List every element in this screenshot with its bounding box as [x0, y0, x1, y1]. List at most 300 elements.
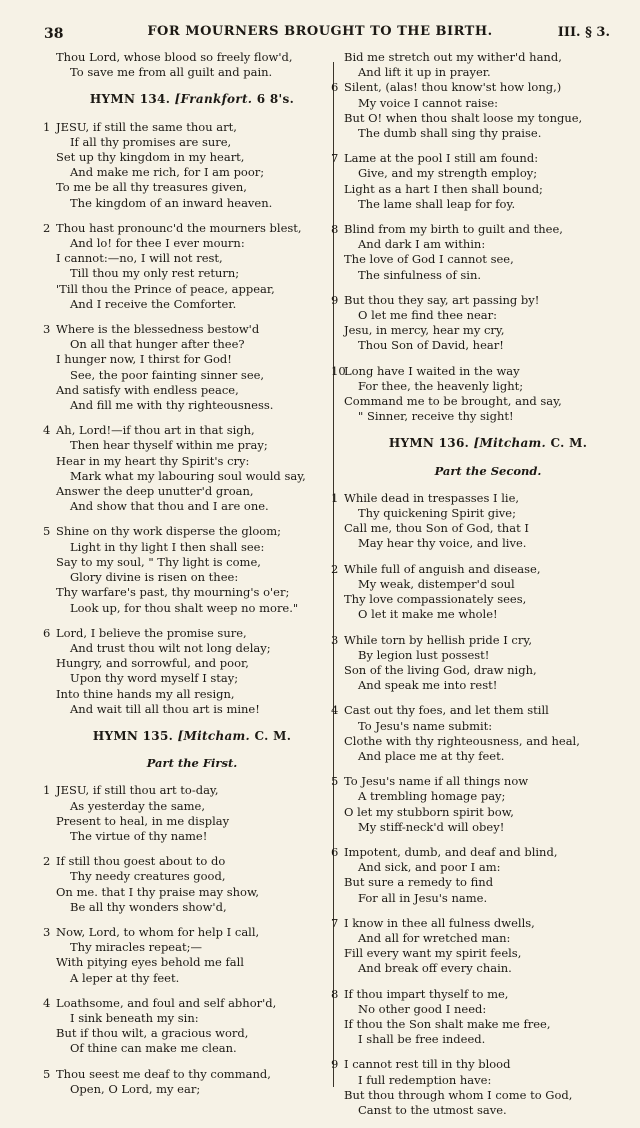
- verse-line: [344, 182, 632, 197]
- verse-text: O let my stubborn spirit bow,: [344, 804, 514, 819]
- stanza-number: 3: [43, 322, 51, 337]
- verse-text: Now, Lord, to whom for help I call,: [56, 924, 260, 939]
- verse-line: [56, 799, 328, 814]
- verse-text: Thy needy creatures good,: [70, 869, 226, 884]
- stanza: [43, 322, 328, 413]
- verse-line: [344, 1073, 632, 1088]
- verse-text: But thou through whom I come to God,: [344, 1087, 573, 1102]
- stanza-number: 2: [43, 220, 51, 235]
- verse-text: A trembling homage pay;: [358, 789, 506, 804]
- verse-line: [344, 577, 632, 592]
- verse-text: But O! when thou shalt loose my tongue,: [344, 110, 583, 125]
- verse-line: [344, 521, 632, 536]
- verse-text: Thou Son of David, hear!: [358, 338, 504, 353]
- verse-text: Hungry, and sorrowful, and poor,: [56, 656, 249, 671]
- verse-text: Light in thy light I then shall see:: [70, 539, 265, 554]
- verse-text: And wait till all thou art is mine!: [70, 701, 260, 716]
- verse-line: [56, 971, 328, 986]
- verse-text: Thy warfare's past, thy mourning's o'er;: [56, 585, 290, 600]
- verse-line: [331, 844, 632, 860]
- verse-text: If thou impart thyself to me,: [344, 986, 509, 1001]
- verse-line: [56, 829, 328, 844]
- verse-text: Present to heal, in me display: [56, 813, 230, 828]
- stanza: [331, 915, 632, 977]
- verse-text: My stiff-neck'd will obey!: [358, 819, 505, 834]
- verse-text: Say to my soul, " Thy light is come,: [56, 554, 261, 569]
- verse-text: And show that thou and I are one.: [70, 499, 269, 514]
- verse-text: And satisfy with endless peace,: [56, 382, 239, 397]
- verse-line: [344, 111, 632, 126]
- verse-text: The dumb shall sing thy praise.: [358, 126, 542, 141]
- verse-line: [331, 292, 632, 308]
- verse-text: Shine on thy work disperse the gloom;: [56, 524, 282, 539]
- verse-text: Fill every want my spirit feels,: [344, 946, 522, 961]
- verse-text: But thou they say, art passing by!: [344, 292, 540, 307]
- verse-text: For all in Jesu's name.: [358, 890, 488, 905]
- verse-text: But if thou wilt, a gracious word,: [56, 1026, 249, 1041]
- running-title: FOR MOURNERS BROUGHT TO THE BIRTH.: [147, 24, 493, 39]
- verse-line: [344, 166, 632, 181]
- verse-line: [56, 297, 328, 312]
- verse-line: [344, 506, 632, 521]
- verse-line: [56, 484, 328, 499]
- verse-line: [344, 409, 632, 424]
- verse-line: [56, 687, 328, 702]
- page-number: 38: [44, 26, 64, 42]
- stanza: [331, 80, 632, 141]
- verse-text: Then hear thyself within me pray;: [70, 438, 268, 453]
- verse-line: [344, 592, 632, 607]
- left-column: [43, 50, 328, 1107]
- verse-text: Long have I waited in the way: [344, 363, 520, 378]
- verse-text: Thou hast pronounc'd the mourners blest,: [56, 220, 302, 235]
- verse-text: And dark I am within:: [358, 237, 486, 252]
- verse-line: [56, 236, 328, 251]
- verse-text: While torn by hellish pride I cry,: [344, 632, 532, 647]
- verse-text: Silent, (alas! thou know'st how long,): [344, 80, 562, 95]
- verse-text: By legion lust possest!: [358, 647, 490, 662]
- verse-line: [56, 814, 328, 829]
- verse-text: Jesu, in mercy, hear my cry,: [344, 323, 505, 338]
- verse-text: If thou the Son shalt make me free,: [344, 1016, 551, 1031]
- verse-line: [344, 394, 632, 409]
- verse-text: O let it make me whole!: [358, 607, 498, 622]
- stanza: [43, 625, 328, 717]
- verse-line: Thou Lord, whose blood so freely flow'd,: [56, 50, 293, 64]
- verse-line: [344, 734, 632, 749]
- stanza: [43, 119, 328, 211]
- stanza-number: 4: [331, 703, 339, 718]
- verse-text: Impotent, dumb, and deaf and blind,: [344, 844, 558, 859]
- verse-text: Loathsome, and foul and self abhor'd,: [56, 995, 277, 1010]
- verse-text: And trust thou wilt not long delay;: [70, 640, 271, 655]
- verse-text: Lame at the pool I still am found:: [344, 151, 539, 166]
- verse-text: The virtue of thy name!: [70, 828, 208, 843]
- section-marker: III. § 3.: [557, 25, 610, 40]
- verse-text: Till thou my only rest return;: [70, 266, 240, 281]
- hymn-meter: C. M.: [550, 436, 588, 451]
- stanza: [43, 1066, 328, 1097]
- stanza-number: 2: [43, 854, 51, 869]
- verse-line: [56, 454, 328, 469]
- verse-text: Set up thy kingdom in my heart,: [56, 150, 245, 165]
- verse-text: On all that hunger after thee?: [70, 337, 245, 352]
- verse-line: [344, 875, 632, 890]
- verse-line: [56, 702, 328, 717]
- verse-line: [56, 900, 328, 915]
- verse-line: [344, 308, 632, 323]
- stanza: [331, 292, 632, 354]
- verse-text: I hunger now, I thirst for God!: [56, 352, 232, 367]
- verse-line: [56, 398, 328, 413]
- stanza: [331, 844, 632, 906]
- stanza: [43, 524, 328, 615]
- verse-text: Of thine can make me clean.: [70, 1041, 237, 1056]
- verse-line: [43, 625, 328, 641]
- verse-text: With pitying eyes behold me fall: [56, 955, 244, 970]
- hymn-tune: [Frankfort.: [174, 92, 253, 107]
- verse-line: [344, 338, 632, 353]
- verse-line: [56, 955, 328, 970]
- verse-line: [43, 220, 328, 236]
- verse-line: [344, 1088, 632, 1103]
- verse-text: Answer the deep unutter'd groan,: [56, 484, 254, 499]
- verse-line: [56, 135, 328, 150]
- verse-line: [344, 252, 632, 267]
- verse-line: [56, 1026, 328, 1041]
- verse-line: Bid me stretch out my wither'd hand,: [344, 50, 562, 64]
- verse-text: I know in thee all fulness dwells,: [344, 915, 535, 930]
- verse-line: [344, 96, 632, 111]
- verse-line: [331, 632, 632, 648]
- verse-text: The kingdom of an inward heaven.: [70, 195, 273, 210]
- verse-text: JESU, if still the same thou art,: [56, 119, 237, 134]
- verse-text: Blind from my birth to guilt and thee,: [344, 222, 563, 237]
- verse-text: Cast out thy foes, and let them still: [344, 703, 549, 718]
- verse-text: As yesterday the same,: [70, 798, 205, 813]
- stanza: [43, 423, 328, 514]
- verse-text: And I receive the Comforter.: [70, 296, 237, 311]
- verse-line: [56, 282, 328, 297]
- verse-line: [56, 656, 328, 671]
- stanza-number: 2: [331, 561, 339, 576]
- stanza: [43, 924, 328, 986]
- verse-text: JESU, if still thou art to-day,: [56, 783, 219, 798]
- verse-line: [331, 151, 632, 166]
- verse-line: [344, 946, 632, 961]
- verse-line: [56, 1041, 328, 1056]
- verse-text: I sink beneath my sin:: [70, 1010, 199, 1025]
- hymn-134-stanzas: [43, 119, 328, 717]
- verse-text: But sure a remedy to find: [344, 875, 494, 890]
- stanza: [331, 561, 632, 623]
- stanza: [331, 1057, 632, 1118]
- verse-text: And all for wretched man:: [358, 930, 511, 945]
- verse-line: [56, 383, 328, 398]
- verse-text: Be all thy wonders show'd,: [70, 899, 227, 914]
- hymn-135-part: Part the First.: [146, 756, 238, 771]
- verse-text: For thee, the heavenly light;: [358, 378, 524, 393]
- verse-text: Canst to the utmost save.: [358, 1102, 507, 1117]
- stanza-number: 4: [43, 995, 51, 1010]
- stanza: [43, 783, 328, 844]
- hymn-tune: [Mitcham.: [177, 728, 251, 743]
- stanza-number: 8: [331, 986, 339, 1001]
- verse-line: [56, 368, 328, 383]
- verse-text: Glory divine is risen on thee:: [70, 570, 239, 585]
- verse-line: [56, 180, 328, 195]
- verse-line: [56, 1082, 328, 1097]
- verse-text: I cannot rest till in thy blood: [344, 1057, 511, 1072]
- verse-line: [43, 322, 328, 337]
- verse-line: [344, 237, 632, 252]
- verse-line: [56, 165, 328, 180]
- verse-line: [56, 499, 328, 514]
- verse-text: Lord, I believe the promise sure,: [56, 625, 247, 640]
- verse-line: [344, 749, 632, 764]
- right-column: [331, 50, 632, 1128]
- verse-text: A leper at thy feet.: [70, 970, 180, 985]
- stanza: [331, 222, 632, 283]
- verse-line: [56, 555, 328, 570]
- continued-lines: [56, 50, 328, 80]
- verse-text: Upon thy word myself I stay;: [70, 671, 239, 686]
- stanza-number: 10: [331, 363, 346, 378]
- verse-line: [56, 337, 328, 352]
- verse-line: [344, 323, 632, 338]
- verse-text: And speak me into rest!: [358, 678, 498, 693]
- stanza-number: 4: [43, 423, 51, 438]
- verse-text: I shall be free indeed.: [358, 1032, 486, 1047]
- verse-line: [43, 783, 328, 798]
- verse-text: I cannot:—no, I will not rest,: [56, 251, 223, 266]
- verse-text: Command me to be brought, and say,: [344, 394, 562, 409]
- stanza-number: 5: [331, 774, 339, 789]
- verse-line: [344, 607, 632, 622]
- verse-text: Give, and my strength employ;: [358, 166, 538, 181]
- hymn-136-stanzas: [331, 490, 632, 1118]
- verse-line: [331, 222, 632, 237]
- hymn-number: HYMN 136.: [388, 436, 470, 451]
- verse-line: [56, 469, 328, 484]
- verse-text: Thou seest me deaf to thy command,: [56, 1066, 271, 1081]
- verse-line: [331, 561, 632, 577]
- verse-text: Son of the living God, draw nigh,: [344, 662, 537, 677]
- verse-text: The love of God I cannot see,: [344, 252, 514, 267]
- verse-text: Look up, for thou shalt weep no more.": [70, 600, 299, 615]
- verse-line: [344, 1103, 632, 1118]
- verse-line: [43, 924, 328, 940]
- page-header: [0, 0, 640, 40]
- stanza-number: 8: [331, 222, 339, 237]
- stanza-number: 1: [331, 490, 339, 505]
- verse-text: If all thy promises are sure,: [70, 134, 232, 149]
- hymn-135-continued-stanzas: [331, 80, 632, 424]
- verse-text: O let me find thee near:: [358, 308, 498, 323]
- verse-text: Clothe with thy righteousness, and heal,: [344, 733, 580, 748]
- hymn-meter: C. M.: [254, 728, 292, 743]
- hymn-136-part: Part the Second.: [434, 463, 542, 478]
- stanza: [331, 703, 632, 764]
- hymn-135-stanzas: [43, 783, 328, 1097]
- verse-text: Ah, Lord!—if thou art in that sigh,: [56, 423, 255, 438]
- verse-line: [344, 1017, 632, 1032]
- stanza-number: 9: [331, 292, 339, 307]
- verse-line: [344, 805, 632, 820]
- stanza: [331, 363, 632, 425]
- continued-lines: [344, 50, 632, 80]
- verse-text: While dead in trespasses I lie,: [344, 490, 520, 505]
- stanza-number: 1: [43, 119, 51, 134]
- verse-text: And place me at thy feet.: [358, 748, 505, 763]
- verse-line: [56, 438, 328, 453]
- verse-text: The lame shall leap for foy.: [358, 196, 516, 211]
- verse-line: [43, 119, 328, 135]
- hymn-136-heading: [344, 436, 632, 451]
- verse-text: My weak, distemper'd soul: [358, 576, 515, 591]
- verse-text: " Sinner, receive thy sight!: [358, 409, 514, 424]
- verse-line: [43, 423, 328, 438]
- verse-text: Call me, thou Son of God, that I: [344, 521, 529, 536]
- verse-line: [331, 703, 632, 718]
- verse-line: [344, 663, 632, 678]
- stanza: [331, 986, 632, 1048]
- verse-line: [43, 1066, 328, 1082]
- stanza-number: 7: [331, 915, 339, 930]
- verse-line: And lift it up in prayer.: [358, 65, 491, 80]
- stanza-number: 7: [331, 151, 339, 166]
- verse-text: And make me rich, for I am poor;: [70, 165, 265, 180]
- verse-text: And lo! for thee I ever mourn:: [70, 236, 245, 251]
- verse-line: [56, 570, 328, 585]
- verse-text: To Jesu's name submit:: [358, 718, 493, 733]
- verse-text: Thy quickening Spirit give;: [358, 506, 516, 521]
- verse-line: [344, 891, 632, 906]
- verse-line: [344, 961, 632, 976]
- verse-line: [56, 251, 328, 266]
- verse-text: Hear in my heart thy Spirit's cry:: [56, 453, 250, 468]
- verse-text: The sinfulness of sin.: [358, 267, 482, 282]
- stanza-number: 6: [43, 625, 51, 640]
- verse-line: [344, 678, 632, 693]
- verse-text: Thy miracles repeat;—: [70, 940, 202, 955]
- verse-line: [43, 524, 328, 539]
- verse-line: [344, 719, 632, 734]
- verse-line: [344, 931, 632, 946]
- verse-line: [344, 126, 632, 141]
- verse-line: [344, 860, 632, 875]
- verse-line: [344, 536, 632, 551]
- stanza: [331, 774, 632, 835]
- verse-line: [56, 641, 328, 656]
- verse-line: [344, 820, 632, 835]
- verse-line: [331, 363, 632, 379]
- verse-text: Where is the blessedness bestow'd: [56, 322, 260, 337]
- verse-text: And sick, and poor I am:: [358, 860, 501, 875]
- verse-text: May hear thy voice, and live.: [358, 536, 527, 551]
- stanza-number: 3: [331, 632, 339, 647]
- stanza: [331, 151, 632, 212]
- verse-line: [344, 1032, 632, 1047]
- verse-text: To Jesu's name if all things now: [344, 774, 529, 789]
- verse-line: [56, 885, 328, 900]
- hymn-number: HYMN 134.: [89, 92, 171, 107]
- verse-line: [56, 940, 328, 955]
- stanza-number: 3: [43, 924, 51, 939]
- verse-line: [344, 197, 632, 212]
- hymn-tune: [Mitcham.: [473, 436, 547, 451]
- verse-line: [56, 196, 328, 211]
- verse-text: Open, O Lord, my ear;: [70, 1081, 201, 1096]
- verse-line: [331, 915, 632, 931]
- verse-text: Light as a hart I then shall bound;: [344, 181, 543, 196]
- verse-line: [344, 648, 632, 663]
- verse-line: [56, 671, 328, 686]
- verse-line: [331, 490, 632, 506]
- verse-text: I full redemption have:: [358, 1072, 492, 1087]
- verse-text: My voice I cannot raise:: [358, 95, 499, 110]
- hymn-135-heading: [56, 729, 328, 744]
- stanza: [331, 490, 632, 552]
- verse-text: If still thou goest about to do: [56, 854, 226, 869]
- verse-line: [56, 869, 328, 884]
- verse-text: To me be all thy treasures given,: [56, 180, 247, 195]
- verse-text: 'Till thou the Prince of peace, appear,: [56, 281, 275, 296]
- stanza: [43, 854, 328, 915]
- verse-line: [344, 268, 632, 283]
- hymn-134-heading: [56, 92, 328, 107]
- verse-line: [344, 379, 632, 394]
- stanza-number: 9: [331, 1057, 339, 1072]
- verse-line: [344, 1002, 632, 1017]
- stanza-number: 6: [331, 80, 339, 95]
- verse-text: While full of anguish and disease,: [344, 561, 541, 576]
- verse-line: [344, 789, 632, 804]
- verse-text: See, the poor fainting sinner see,: [70, 367, 265, 382]
- verse-text: Into thine hands my all resign,: [56, 686, 235, 701]
- verse-line: [56, 585, 328, 600]
- verse-text: And break off every chain.: [358, 961, 512, 976]
- verse-line: [56, 601, 328, 616]
- verse-text: On me. that I thy praise may show,: [56, 884, 260, 899]
- stanza-number: 6: [331, 844, 339, 859]
- verse-line: [43, 854, 328, 869]
- verse-line: [56, 540, 328, 555]
- verse-line: [56, 150, 328, 165]
- verse-text: Mark what my labouring soul would say,: [70, 468, 306, 483]
- verse-line: [331, 774, 632, 789]
- verse-line: [56, 352, 328, 367]
- verse-line: To save me from all guilt and pain.: [70, 65, 273, 80]
- verse-text: Thy love compassionately sees,: [344, 592, 527, 607]
- stanza-number: 5: [43, 1066, 51, 1081]
- verse-line: [43, 995, 328, 1011]
- verse-line: [331, 80, 632, 95]
- stanza: [43, 995, 328, 1057]
- verse-text: No other good I need:: [358, 1001, 487, 1016]
- verse-line: [56, 1011, 328, 1026]
- verse-text: And fill me with thy righteousness.: [70, 398, 274, 413]
- stanza-number: 1: [43, 783, 51, 798]
- stanza-number: 5: [43, 524, 51, 539]
- verse-line: [331, 1057, 632, 1072]
- verse-line: [331, 986, 632, 1002]
- verse-line: [56, 266, 328, 281]
- hymn-number: HYMN 135.: [92, 728, 174, 743]
- hymn-meter: 6 8's.: [256, 92, 295, 107]
- stanza: [43, 220, 328, 312]
- stanza: [331, 632, 632, 694]
